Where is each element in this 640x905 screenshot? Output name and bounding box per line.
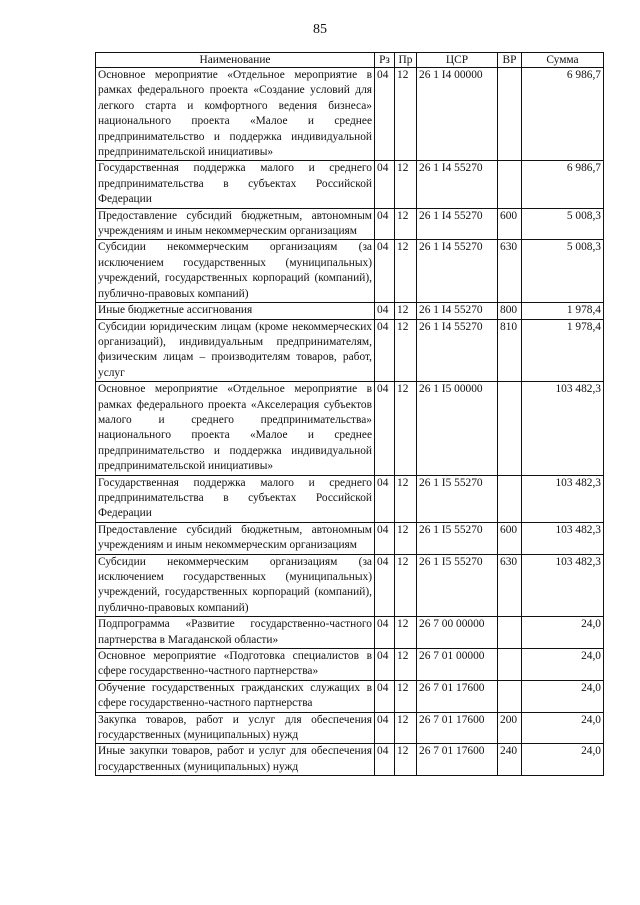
row-vr [498,680,522,712]
row-sum: 5 008,3 [522,240,604,303]
table-row [96,382,604,475]
row-vr: 200 [498,712,522,744]
row-vr: 630 [498,554,522,617]
row-csr: 26 7 01 17600 [417,712,498,744]
row-csr: 26 7 01 00000 [417,649,498,681]
row-csr: 26 7 01 17600 [417,744,498,776]
row-rz: 04 [375,744,395,776]
row-name: Государственная поддержка малого и среднего предпринимательства в субъектах Российской Федерации [96,475,375,522]
row-pr: 12 [395,712,417,744]
row-pr: 12 [395,68,417,161]
row-csr: 26 1 I4 55270 [417,303,498,319]
row-rz: 04 [375,680,395,712]
row-vr: 800 [498,303,522,319]
row-pr: 12 [395,649,417,681]
row-sum: 24,0 [522,649,604,681]
row-sum: 1 978,4 [522,303,604,319]
row-pr: 12 [395,303,417,319]
header-vr: ВР [498,53,522,68]
row-rz: 04 [375,382,395,475]
row-name: Основное мероприятие «Отдельное мероприятие в рамках федерального проекта «Акселерация субъектов малого и среднего предпринимательства» национального проекта «Малое и среднее предпринимательство и поддержка индивидуальной предпринимательской инициативы» [96,382,375,475]
row-sum: 6 986,7 [522,68,604,161]
row-rz: 04 [375,161,395,208]
table-row [96,303,604,319]
row-vr [498,617,522,649]
row-pr: 12 [395,680,417,712]
row-name: Субсидии юридическим лицам (кроме некоммерческих организаций), индивидуальным предпринимателям, физическим лицам – производителям товаров, работ, услуг [96,319,375,382]
row-vr [498,649,522,681]
row-csr: 26 1 I4 55270 [417,240,498,303]
row-vr: 810 [498,319,522,382]
table-row [96,649,604,681]
budget-table [95,52,604,776]
header-csr: ЦСР [417,53,498,68]
row-sum: 24,0 [522,680,604,712]
header-pr: Пр [395,53,417,68]
row-name: Предоставление субсидий бюджетным, автономным учреждениям и иным некоммерческим организациям [96,208,375,240]
header-name: Наименование [96,53,375,68]
row-name: Государственная поддержка малого и среднего предпринимательства в субъектах Российской Федерации [96,161,375,208]
row-vr [498,161,522,208]
row-sum: 6 986,7 [522,161,604,208]
header-rz: Рз [375,53,395,68]
row-csr: 26 7 00 00000 [417,617,498,649]
row-sum: 103 482,3 [522,522,604,554]
table-row [96,680,604,712]
row-rz: 04 [375,649,395,681]
table-row [96,208,604,240]
row-rz: 04 [375,68,395,161]
table-header-row [96,53,604,68]
table-row [96,617,604,649]
row-pr: 12 [395,744,417,776]
row-rz: 04 [375,208,395,240]
table-row [96,319,604,382]
row-sum: 24,0 [522,712,604,744]
row-pr: 12 [395,208,417,240]
row-name: Основное мероприятие «Подготовка специалистов в сфере государственно-частного партнерства» [96,649,375,681]
row-csr: 26 1 I4 55270 [417,161,498,208]
row-csr: 26 7 01 17600 [417,680,498,712]
row-pr: 12 [395,161,417,208]
row-sum: 24,0 [522,744,604,776]
row-sum: 103 482,3 [522,554,604,617]
row-pr: 12 [395,319,417,382]
row-name: Субсидии некоммерческим организациям (за исключением государственных (муниципальных) учреждений, государственных корпораций (компаний), публично-правовых компаний) [96,240,375,303]
table-row [96,161,604,208]
row-rz: 04 [375,240,395,303]
row-rz: 04 [375,617,395,649]
table-row [96,522,604,554]
row-rz: 04 [375,554,395,617]
table-row [96,712,604,744]
row-vr: 600 [498,522,522,554]
row-rz: 04 [375,475,395,522]
row-sum: 24,0 [522,617,604,649]
table-row [96,240,604,303]
row-sum: 5 008,3 [522,208,604,240]
page-number: 85 [313,22,327,37]
row-csr: 26 1 I4 00000 [417,68,498,161]
row-rz: 04 [375,522,395,554]
row-name: Иные закупки товаров, работ и услуг для обеспечения государственных (муниципальных) нужд [96,744,375,776]
table-row [96,554,604,617]
row-name: Закупка товаров, работ и услуг для обеспечения государственных (муниципальных) нужд [96,712,375,744]
row-vr: 630 [498,240,522,303]
row-pr: 12 [395,475,417,522]
row-pr: 12 [395,554,417,617]
table-row [96,744,604,776]
row-pr: 12 [395,382,417,475]
row-name: Обучение государственных гражданских служащих в сфере государственно-частного партнерства [96,680,375,712]
row-sum: 103 482,3 [522,382,604,475]
table-row [96,68,604,161]
row-vr: 600 [498,208,522,240]
row-name: Основное мероприятие «Отдельное мероприятие в рамках федерального проекта «Создание условий для легкого старта и комфортного ведения бизнеса» национального проекта «Малое и среднее предпринимательство и поддержка индивидуальной предпринимательской инициативы» [96,68,375,161]
row-pr: 12 [395,617,417,649]
row-csr: 26 1 I4 55270 [417,208,498,240]
table-row [96,475,604,522]
row-sum: 103 482,3 [522,475,604,522]
header-sum: Сумма [522,53,604,68]
row-name: Иные бюджетные ассигнования [96,303,375,319]
row-csr: 26 1 I4 55270 [417,319,498,382]
row-rz: 04 [375,303,395,319]
row-name: Подпрограмма «Развитие государственно-частного партнерства в Магаданской области» [96,617,375,649]
row-name: Субсидии некоммерческим организациям (за исключением государственных (муниципальных) учреждений, государственных корпораций (компаний), публично-правовых компаний) [96,554,375,617]
row-csr: 26 1 I5 55270 [417,475,498,522]
row-csr: 26 1 I5 00000 [417,382,498,475]
row-vr [498,382,522,475]
row-sum: 1 978,4 [522,319,604,382]
row-pr: 12 [395,240,417,303]
row-pr: 12 [395,522,417,554]
row-vr: 240 [498,744,522,776]
row-csr: 26 1 I5 55270 [417,554,498,617]
row-vr [498,68,522,161]
row-csr: 26 1 I5 55270 [417,522,498,554]
row-name: Предоставление субсидий бюджетным, автономным учреждениям и иным некоммерческим организациям [96,522,375,554]
row-rz: 04 [375,712,395,744]
row-vr [498,475,522,522]
row-rz: 04 [375,319,395,382]
